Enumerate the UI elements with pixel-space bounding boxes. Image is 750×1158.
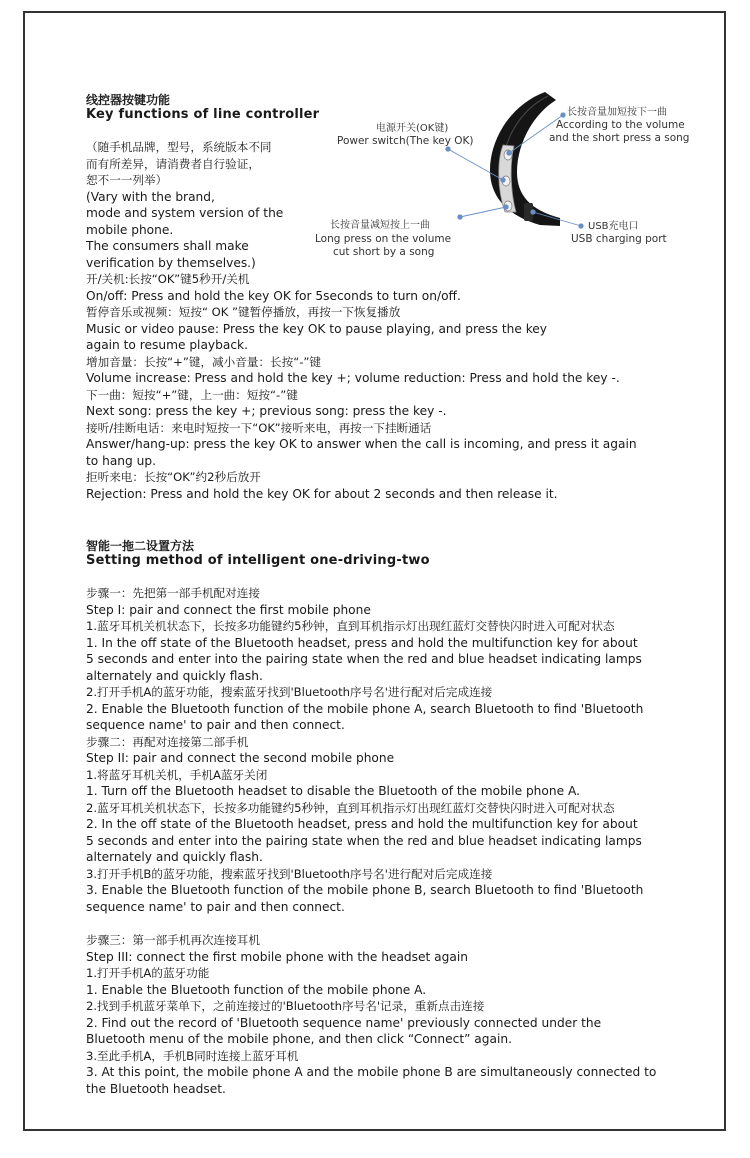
text-line: verification by themselves.)	[86, 255, 256, 270]
section2-title-zh: 智能一拖二设置方法	[86, 539, 195, 553]
text-line: Step I: pair and connect the first mobile phone	[86, 602, 371, 617]
text-line: mode and system version of the	[86, 206, 284, 220]
text-line: 2. Find out the record of 'Bluetooth sequence name' previously connected under the	[86, 1015, 602, 1030]
volume-up-label-zh: 长按音量加短按下一曲	[567, 107, 667, 118]
text-line: 恕不一一列举）	[86, 173, 168, 187]
text-line: （随手机品牌，型号，系统版本不同	[86, 140, 272, 154]
text-line: 1.打开手机A的蓝牙功能	[86, 966, 210, 980]
section2-title-en: Setting method of intelligent one-driving-two	[86, 553, 430, 568]
text-line: Rejection: Press and hold the key OK for about 2 seconds and then release it.	[86, 486, 558, 501]
volume-up-label-en-2: and the short press a song	[549, 132, 690, 144]
text-line: 步骤二：再配对连接第二部手机	[86, 734, 249, 749]
text-line: 5 seconds and enter into the pairing state when the red and blue headset indicating lamps	[86, 652, 642, 666]
text-line: 下一曲：短按“+”键，上一曲：短按“-”键	[86, 387, 298, 402]
text-line: 1. In the off state of the Bluetooth headset, press and hold the multifunction key for about	[86, 635, 638, 650]
volume-up-label-en-1: According to the volume	[556, 119, 685, 131]
text-line: 2. In the off state of the Bluetooth headset, press and hold the multifunction key for about	[86, 817, 638, 831]
text-line: 接听/挂断电话：来电时短按一下“OK”接听来电，再按一下挂断通话	[86, 420, 432, 435]
text-line: On/off: Press and hold the key OK for 5seconds to turn on/off.	[86, 288, 461, 303]
volume-down-label-en-2: cut short by a song	[333, 246, 435, 258]
text-line: 2.找到手机蓝牙菜单下，之前连接过的'Bluetooth序号名'记录，重新点击连接	[86, 999, 485, 1013]
text-line: Step III: connect the first mobile phone with the headset again	[86, 949, 468, 964]
text-line: Bluetooth menu of the mobile phone, and then click “Connect” again.	[86, 1032, 512, 1046]
text-line: 1.蓝牙耳机关机状态下，长按多功能键约5秒钟，直到耳机指示灯出现红蓝灯交替快闪时进入可配对状态	[86, 619, 615, 633]
text-line: mobile phone.	[86, 222, 174, 237]
text-line: 增加音量：长按“+”键，减小音量：长按“-”键	[86, 354, 322, 369]
text-line: 2. Enable the Bluetooth function of the mobile phone A, search Bluetooth to find 'Bluetooth	[86, 701, 644, 716]
usb-label-zh: USB充电口	[588, 221, 639, 232]
text-line: Answer/hang-up: press the key OK to answer when the call is incoming, and press it again	[86, 437, 637, 451]
usb-label-en: USB charging port	[571, 233, 667, 245]
text-line: sequence name' to pair and then connect.	[86, 718, 345, 732]
text-line: Next song: press the key +; previous song: press the key -.	[86, 404, 447, 418]
text-line: 2.蓝牙耳机关机状态下，长按多功能键约5秒钟，直到耳机指示灯出现红蓝灯交替快闪时进入可配对状态	[86, 800, 615, 815]
text-line: (Vary with the brand,	[86, 189, 215, 204]
text-line: alternately and quickly flash.	[86, 850, 263, 864]
volume-down-label-zh: 长按音量减短按上一曲	[330, 220, 430, 231]
text-line: 而有所差异，请消费者自行验证，	[86, 156, 260, 171]
section1-title-zh: 线控器按键功能	[86, 93, 171, 107]
text-line: 3. At this point, the mobile phone A and the mobile phone B are simultaneously connected to	[86, 1065, 657, 1079]
text-line: sequence name' to pair and then connect.	[86, 899, 345, 914]
text-line: 1. Enable the Bluetooth function of the mobile phone A.	[86, 982, 427, 997]
text-line: Volume increase: Press and hold the key +; volume reduction: Press and hold the key -.	[86, 371, 620, 385]
text-line: the Bluetooth headset.	[86, 1081, 226, 1096]
text-line: 3.打开手机B的蓝牙功能，搜索蓝牙找到'Bluetooth序号名'进行配对后完成连接	[86, 866, 493, 881]
section1-title-en: Key functions of line controller	[86, 107, 320, 122]
text-line: 开/关机:长按“OK”键5秒开/关机	[86, 272, 250, 286]
power-switch-label-en: Power switch(The key OK)	[337, 135, 474, 147]
text-line: to hang up.	[86, 453, 156, 468]
text-line: again to resume playback.	[86, 338, 248, 352]
text-line: The consumers shall make	[86, 239, 249, 253]
text-line: 拒听来电：长按“OK”约2秒后放开	[86, 470, 261, 484]
text-line: Music or video pause: Press the key OK to pause playing, and press the key	[86, 321, 548, 336]
text-line: alternately and quickly flash.	[86, 668, 263, 683]
power-switch-label-zh: 电源开关(OK键)	[376, 123, 449, 134]
text-line: 3.至此手机A，手机B同时连接上蓝牙耳机	[86, 1048, 299, 1063]
text-line: 5 seconds and enter into the pairing state when the red and blue headset indicating lamps	[86, 833, 642, 848]
text-line: 步骤一：先把第一部手机配对连接	[86, 586, 260, 600]
volume-down-label-en-1: Long press on the volume	[315, 233, 452, 245]
text-line: 2.打开手机A的蓝牙功能，搜索蓝牙找到'Bluetooth序号名'进行配对后完成连接	[86, 685, 493, 699]
text-line: 1.将蓝牙耳机关机，手机A蓝牙关闭	[86, 767, 268, 782]
text-line: 步骤三：第一部手机再次连接耳机	[86, 933, 260, 947]
text-line: 暂停音乐或视频：短按“ OK ”键暂停播放，再按一下恢复播放	[86, 305, 401, 319]
text-line: Step II: pair and connect the second mobile phone	[86, 751, 395, 765]
text-line: 1. Turn off the Bluetooth headset to disable the Bluetooth of the mobile phone A.	[86, 784, 580, 798]
text-line: 3. Enable the Bluetooth function of the mobile phone B, search Bluetooth to find 'Bluetooth	[86, 883, 644, 897]
